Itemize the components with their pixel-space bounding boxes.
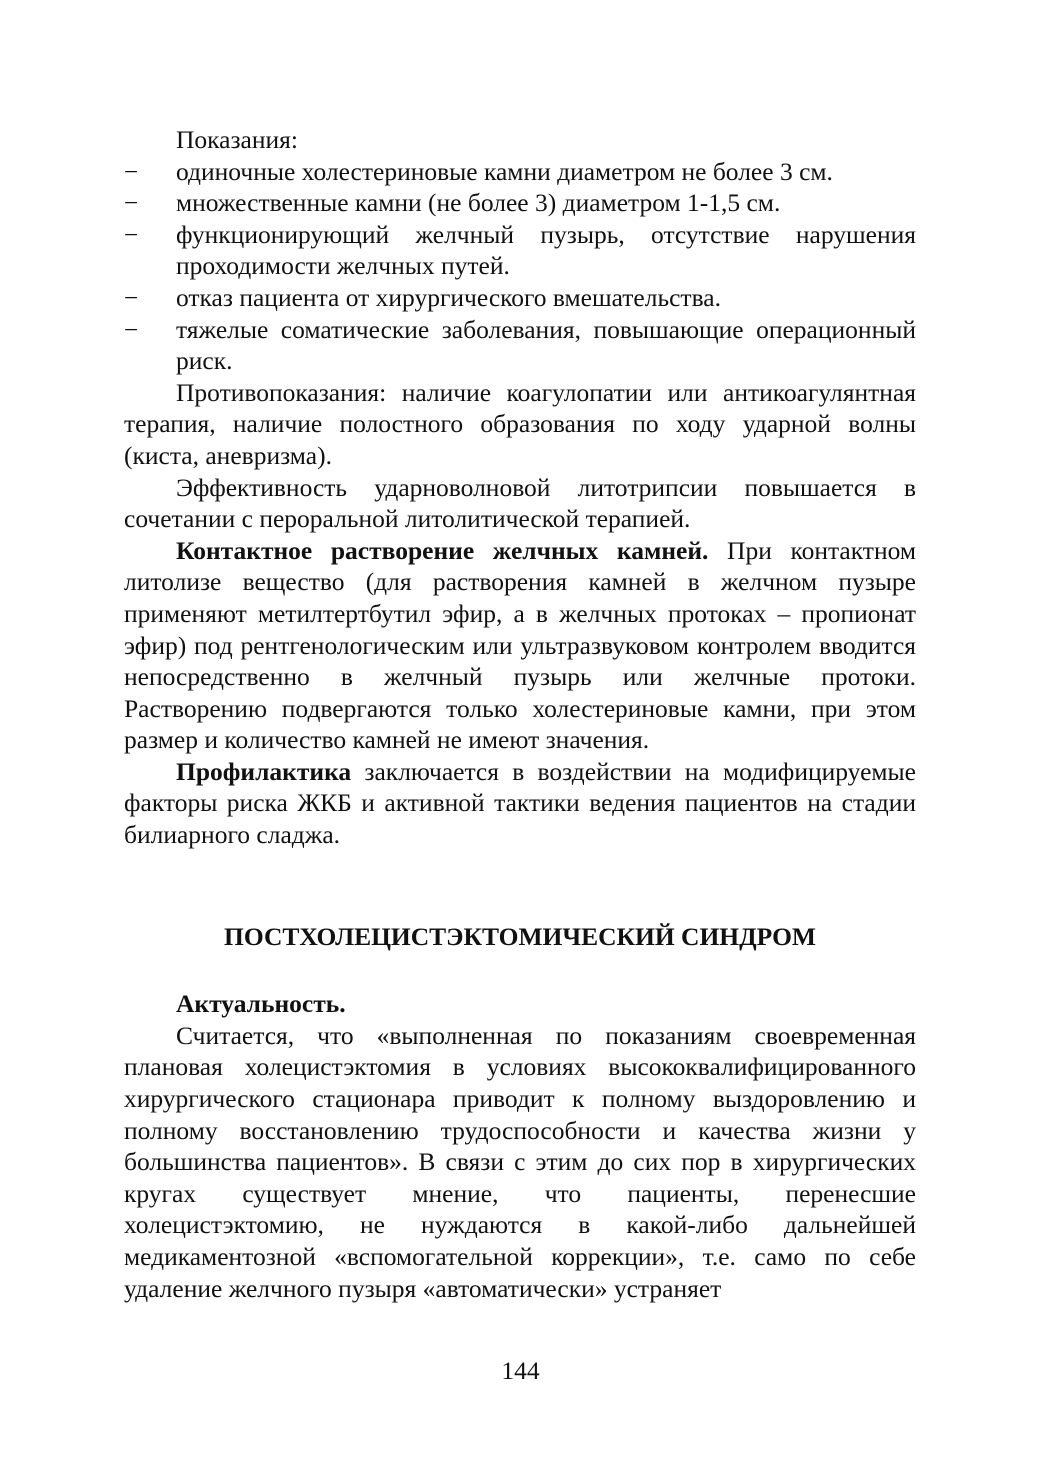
- section-paragraph: Считается, что «выполненная по показаниям своевременная плановая холецистэктомия в условиях высококвалифицированного хирургического стационара приводит к полному выздоровлению и полному восстановлению трудоспособности и качества жизни у большинства пациентов». В связи с этим до сих пор в хирургических кругах существует мнение, что пациенты, перенесшие холецистэктомию, не нуждаются в какой-либо дальнейшей медикаментозной «вспомогательной коррекции», т.е. само по себе удаление желчного пузыря «автоматически» устраняет: [124, 1020, 916, 1303]
- prophylaxis-heading: Профилактика: [176, 756, 352, 786]
- list-item-text: одиночные холестериновые камни диаметром не более 3 см.: [176, 156, 833, 186]
- indications-list: [124, 156, 916, 377]
- section-subheading: Актуальность.: [176, 989, 346, 1019]
- list-dash: −: [124, 282, 139, 312]
- list-item-text: отказ пациента от хирургического вмешательства.: [176, 282, 721, 312]
- prophylaxis-text: заключается в воздействии на модифицируемые факторы риска ЖКБ и активной тактики ведения пациентов на стадии билиарного сладжа.: [124, 756, 916, 850]
- effectiveness-paragraph: Эффективность ударноволновой литотрипсии повышается в сочетании с пероральной литолитической терапией.: [124, 472, 916, 534]
- list-item: [124, 314, 916, 377]
- list-dash: −: [124, 314, 139, 344]
- list-item: [124, 156, 916, 188]
- list-item-text: функционирующий желчный пузырь, отсутствие нарушения проходимости желчных путей.: [176, 219, 916, 281]
- contact-dissolution-heading: Контактное растворение желчных камней.: [176, 535, 709, 565]
- contact-dissolution-text: При контактном литолизе вещество (для растворения камней в желчном пузыре применяют метилтертбутил эфир, а в желчных протоках – пропионат эфир) под рентгенологическим или ультразвуковом контролем вводится непосредственно в желчный пузырь или желчные протоки. Растворению подвергаются только холестериновые камни, при этом размер и количество камней не имеют значения.: [124, 535, 916, 755]
- list-item: [124, 187, 916, 219]
- page-body: [124, 124, 916, 1304]
- prophylaxis-paragraph: [124, 756, 916, 851]
- indications-title: Показания:: [176, 125, 298, 154]
- contact-dissolution-paragraph: [124, 535, 916, 756]
- list-item: [124, 219, 916, 282]
- list-item: [124, 282, 916, 314]
- contraindications-paragraph: Противопоказания: наличие коагулопатии или антикоагулянтная терапия, наличие полостного образования по ходу ударной волны (киста, аневризма).: [124, 377, 916, 470]
- list-item-text: множественные камни (не более 3) диаметром 1-1,5 см.: [176, 188, 781, 218]
- section-title: ПОСТХОЛЕЦИСТЭКТОМИЧЕСКИЙ СИНДРОМ: [223, 921, 817, 951]
- list-dash: −: [124, 156, 139, 186]
- list-dash: −: [124, 188, 139, 218]
- list-dash: −: [124, 219, 139, 249]
- page-number: 144: [501, 1356, 540, 1385]
- list-item-text: тяжелые соматические заболевания, повышающие операционный риск.: [176, 314, 916, 376]
